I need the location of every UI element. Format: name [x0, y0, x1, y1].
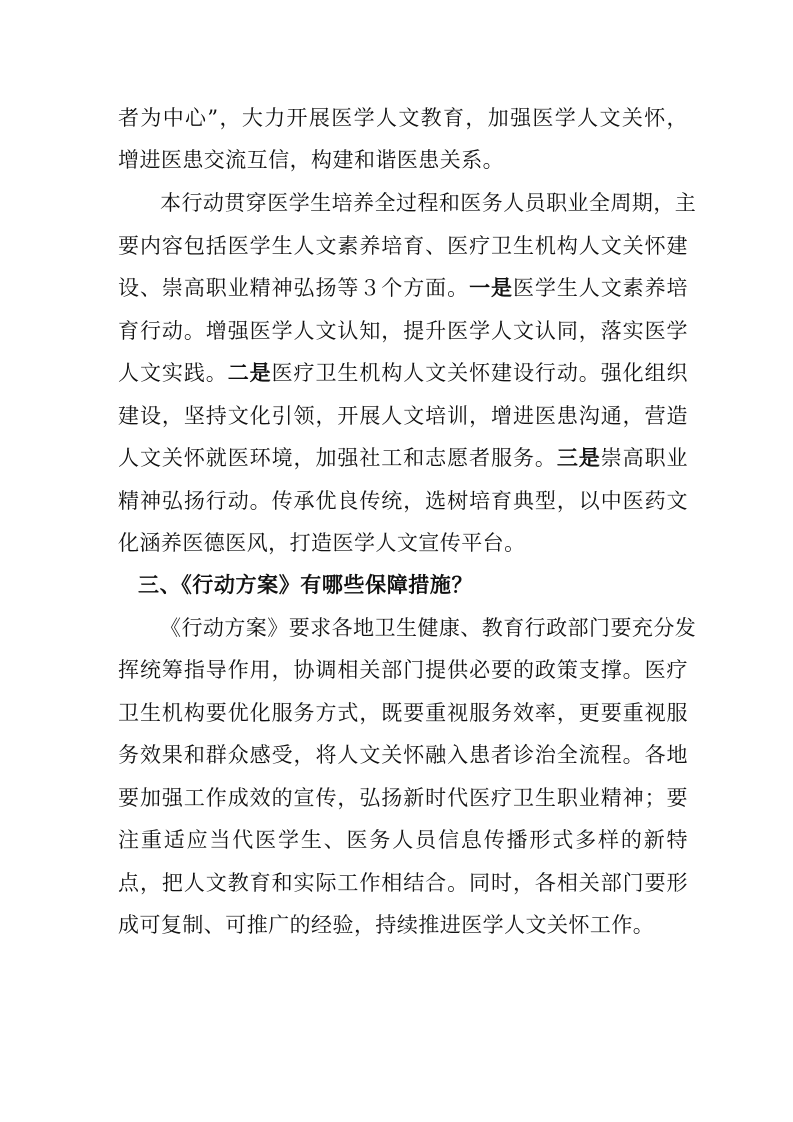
text-line: 务效果和群众感受，将人文关怀融入患者诊治全流程。各地	[118, 743, 688, 767]
text-line: 卫生机构要优化服务方式，既要重视服务效率，更要重视服	[118, 701, 688, 725]
text-span: 人文实践。	[118, 361, 228, 385]
text-line: 要加强工作成效的宣传，弘扬新时代医疗卫生职业精神；要	[118, 786, 688, 810]
text-line: 本行动贯穿医学生培养全过程和医务人员职业全周期，主	[160, 191, 697, 215]
text-line: 注重适应当代医学生、医务人员信息传播形式多样的新特	[118, 828, 688, 852]
text-span: 医学生人文素养培	[512, 276, 688, 300]
text-line: 要内容包括医学生人文素养培育、医疗卫生机构人文关怀建	[118, 234, 688, 258]
text-line: 《行动方案》要求各地卫生健康、教育行政部门要充分发	[160, 616, 697, 640]
text-span: 医疗卫生机构人文关怀建设行动。强化组织	[271, 361, 689, 385]
text-line: 点，把人文教育和实际工作相结合。同时，各相关部门要形	[118, 871, 688, 895]
text-line: 精神弘扬行动。传承优良传统，选树培育典型，以中医药文	[118, 489, 688, 513]
lead-marker: 二是	[227, 361, 272, 385]
text-line	[118, 438, 688, 478]
text-line: 者为中心”，大力开展医学人文教育，加强医学人文关怀，	[118, 106, 688, 130]
text-span: 人文关怀就医环境，加强社工和志愿者服务。	[118, 446, 557, 470]
text-line: 育行动。增强医学人文认知，提升医学人文认同，落实医学	[118, 319, 688, 343]
text-span: 设、崇高职业精神弘扬等３个方面。	[118, 276, 470, 300]
text-span: 崇高职业	[600, 446, 688, 470]
text-line	[118, 268, 688, 308]
text-line: 增进医患交流互信，构建和谐医患关系。	[118, 148, 505, 172]
text-line	[118, 353, 688, 393]
text-line: 成可复制、可推广的经验，持续推进医学人文关怀工作。	[118, 913, 655, 937]
text-line: 化涵养医德医风，打造医学人文宣传平台。	[118, 531, 526, 555]
lead-marker: 三是	[556, 446, 601, 470]
text-line: 挥统筹指导作用，协调相关部门提供必要的政策支撑。医疗	[118, 658, 688, 682]
lead-marker: 一是	[469, 276, 513, 300]
section-heading: 三、《行动方案》有哪些保障措施？	[138, 573, 474, 597]
text-line: 建设，坚持文化引领，开展人文培训，增进医患沟通，营造	[118, 404, 688, 428]
